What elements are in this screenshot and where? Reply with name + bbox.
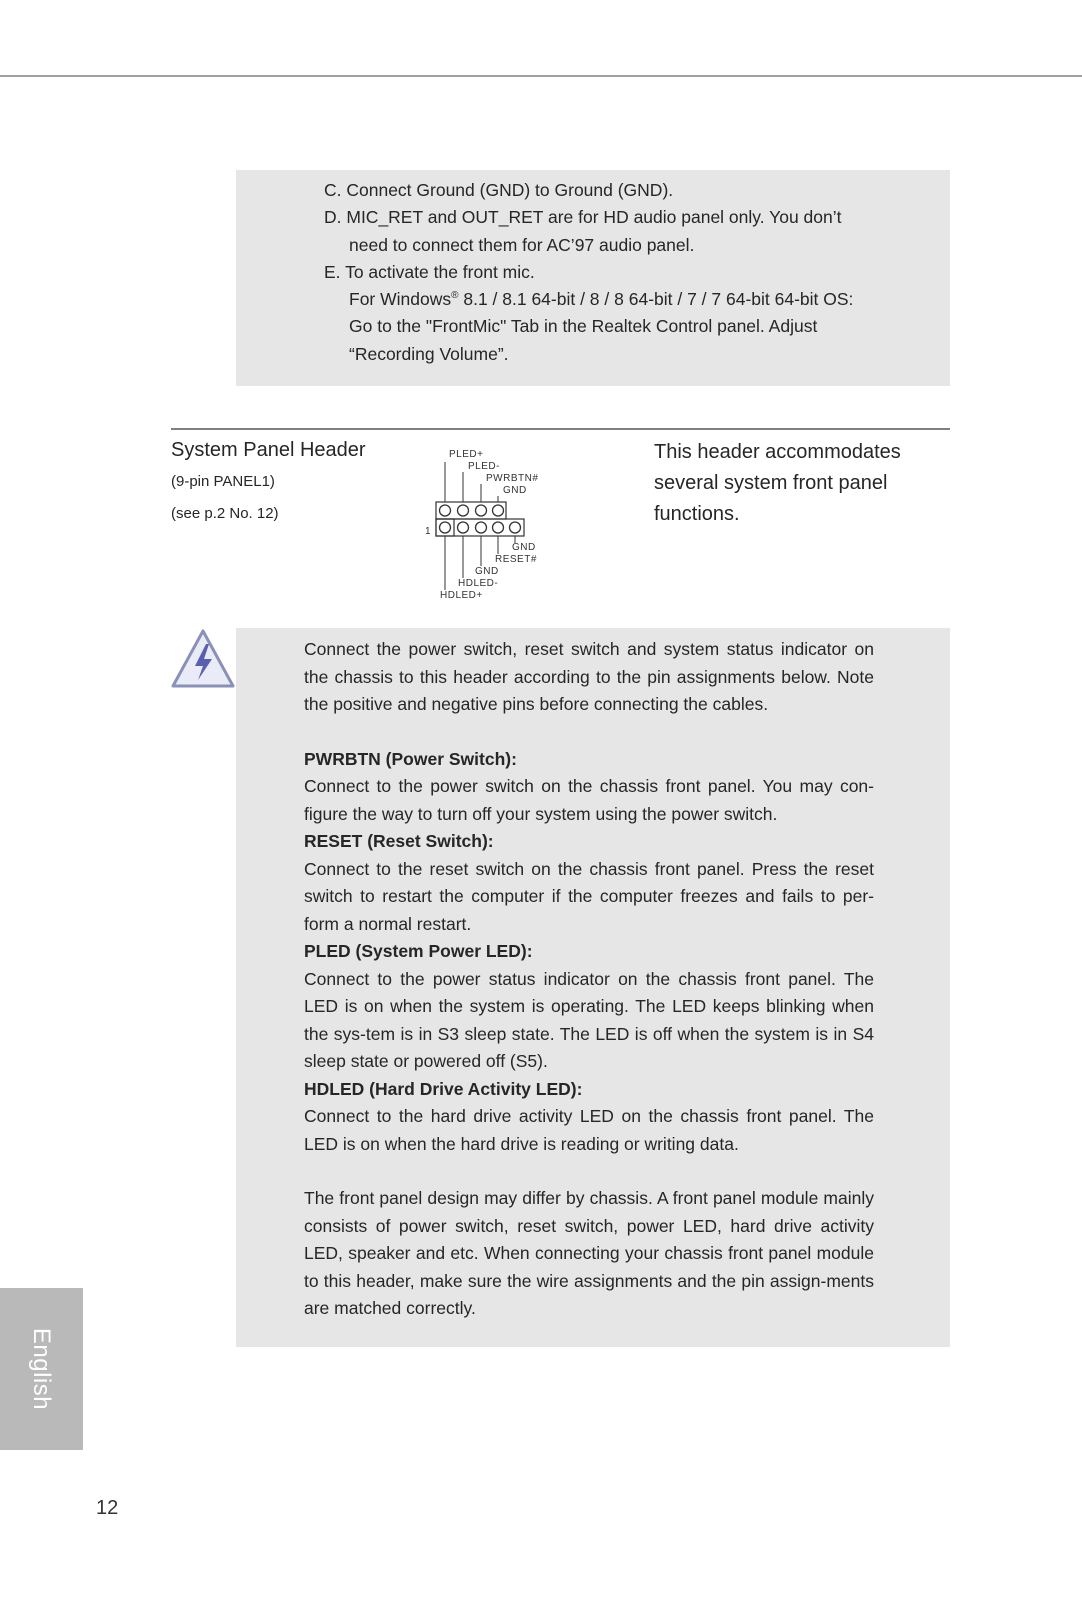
- header-rule: [0, 75, 1082, 77]
- note-e-line1: E. To activate the front mic.: [324, 261, 535, 282]
- hdled-text: Connect to the hard drive activity LED on the chassis front panel. The LED is on when the hard drive is reading or writing data.: [304, 1106, 874, 1154]
- language-label: English: [28, 1327, 55, 1411]
- note-d-line2: need to connect them for AC’97 audio panel.: [349, 234, 695, 255]
- pin-label-pled-minus: PLED-: [468, 461, 500, 472]
- registered-mark: ®: [451, 290, 459, 302]
- pin-label-pwrbtn: PWRBTN#: [486, 473, 539, 484]
- pin-label-pled-plus: PLED+: [449, 449, 484, 460]
- intro-text: Connect the power switch, reset switch and system status indicator on the chassis to this header according to the pin assignments below. Note the positive and negative pins before connecting the cables.: [304, 639, 874, 714]
- section-title: System Panel Header: [171, 439, 366, 461]
- section-rule: [171, 428, 950, 430]
- audio-notes-box: [236, 170, 950, 386]
- reset-heading: RESET (Reset Switch):: [304, 831, 494, 851]
- reset-text: Connect to the reset switch on the chassis front panel. Press the reset switch to restart the computer if the computer freezes and fails to per-form a normal restart.: [304, 858, 874, 934]
- note-e-line3: Go to the "FrontMic" Tab in the Realtek Control panel. Adjust: [349, 316, 818, 337]
- pin1-label: 1: [425, 526, 432, 537]
- pin-label-reset: RESET#: [495, 554, 537, 565]
- hdled-heading: HDLED (Hard Drive Activity LED):: [304, 1078, 583, 1099]
- section-subtitle: (9-pin PANEL1): [171, 473, 275, 490]
- panel-instructions-box: [236, 628, 950, 1347]
- language-tab: [0, 1288, 83, 1450]
- pin-diagram: [425, 448, 565, 604]
- pin-label-hdled-minus: HDLED-: [458, 578, 499, 589]
- lightning-warning-icon: [170, 628, 236, 690]
- note-e-line4: “Recording Volume”.: [349, 343, 509, 364]
- pled-text: Connect to the power status indicator on the chassis front panel. The LED is on when the system is operating. The LED keeps blinking when the sys-tem is in S3 sleep state. The LED is off when the system is in S4 sleep state or powered off (S5).: [304, 968, 874, 1071]
- section-description: This header accommodates several system front panel functions.: [654, 441, 901, 525]
- pin-label-gnd-bottom-right: GND: [512, 542, 536, 553]
- design-note: The front panel design may differ by chassis. A front panel module mainly consists of power switch, reset switch, power LED, hard drive activity LED, speaker and etc. When connecting your chassis front panel module to this header, make sure the wire assignments and the pin assign-ments are matched correctly.: [304, 1188, 874, 1318]
- pin-label-hdled-plus: HDLED+: [440, 590, 483, 601]
- note-c: C. Connect Ground (GND) to Ground (GND).: [324, 180, 674, 200]
- note-e-line2: For Windows® 8.1 / 8.1 64-bit / 8 / 8 64-bit / 7 / 7 64-bit 64-bit OS:: [349, 289, 854, 310]
- note-d-line1: D. MIC_RET and OUT_RET are for HD audio panel only. You don’t: [324, 207, 842, 228]
- page-number: 12: [96, 1497, 119, 1519]
- pin-label-gnd-top: GND: [503, 485, 527, 496]
- pled-heading: PLED (System Power LED):: [304, 941, 533, 961]
- section-reference: (see p.2 No. 12): [171, 505, 279, 522]
- pwrbtn-heading: PWRBTN (Power Switch):: [304, 748, 517, 769]
- pwrbtn-text: Connect to the power switch on the chassis front panel. You may con-figure the way to turn off your system using the power switch.: [304, 776, 874, 824]
- pin-label-gnd-bottom: GND: [475, 566, 499, 577]
